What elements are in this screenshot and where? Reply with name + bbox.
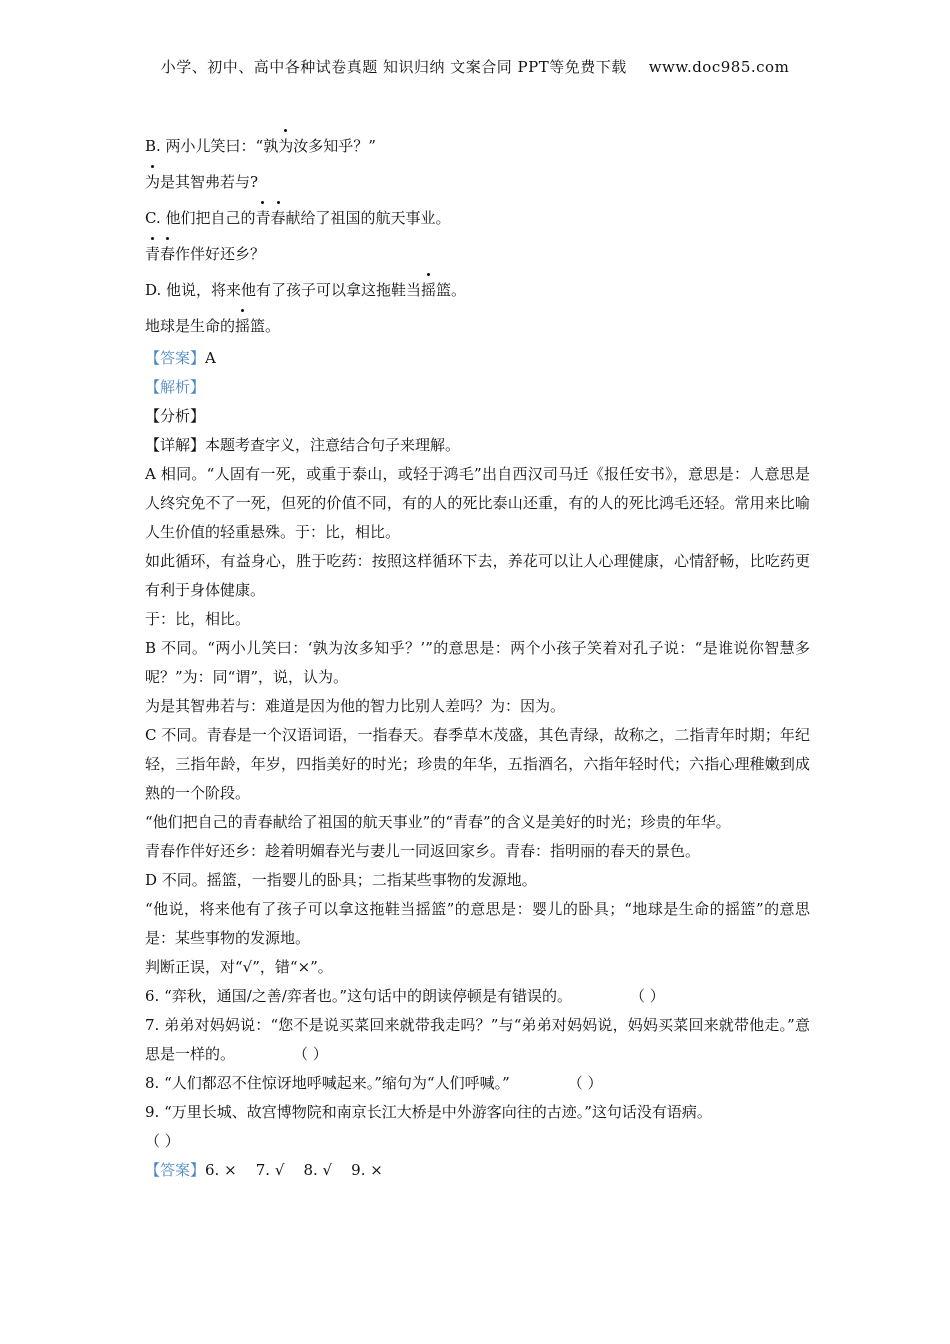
option-d-line2: 地球是生命的摇篮。	[145, 308, 810, 344]
answer-blank: （ ）	[630, 987, 665, 1005]
question-7: 7. 弟弟对妈妈说：“您不是说买菜回来就带我走吗？”与“弟弟对妈妈说，妈妈买菜回来就带他走。”意思是一样的。 （ ）	[145, 1011, 810, 1069]
detail-text: 本题考查字义，注意结合句子来理解。	[205, 436, 461, 454]
explain-paragraph: D 不同。摇篮，一指婴儿的卧具；二指某些事物的发源地。	[145, 871, 537, 889]
fenxi-label: 【分析】	[145, 407, 206, 425]
question-9: 9. “万里长城、故宫博物院和南京长江大桥是中外游客向往的古迹。”这句话没有语病。 （ ）	[145, 1103, 712, 1150]
document-body	[145, 128, 810, 1185]
option-c-line1: C. 他们把自己的青春献给了祖国的航天事业。	[145, 200, 810, 236]
answer-line-2	[145, 1156, 810, 1185]
emphasis-char: 春	[271, 200, 286, 236]
option-d-line1: D. 他说，将来他有了孩子可以拿这拖鞋当摇篮。	[145, 272, 810, 308]
header-url: www.doc985.com	[648, 58, 790, 76]
answer-value: A	[205, 349, 216, 367]
explain-paragraph: C 不同。青春是一个汉语词语，一指春天。春季草木茂盛，其色青绿，故称之，二指青年时期；年纪轻，三指年龄，年岁，四指美好的时光；珍贵的年华，五指酒名，六指年轻时代；六指心理稚嫩到成熟的一个阶段。	[145, 726, 810, 802]
emphasis-char: 青	[255, 200, 270, 236]
emphasis-char: 摇	[235, 308, 250, 344]
detail-line	[145, 431, 810, 460]
explain-paragraph: B 不同。“两小儿笑曰：‘孰为汝多知乎？’”的意思是：两个小孩子笑着对孔子说：“是谁说你智慧多呢？”为：同“谓”，说，认为。	[145, 639, 810, 686]
explain-paragraph: 如此循环，有益身心，胜于吃药：按照这样循环下去，养花可以让人心理健康，心情舒畅，比吃药更有利于身体健康。	[145, 552, 810, 599]
option-b-line1: B. 两小儿笑曰：“孰为汝多知乎？”	[145, 128, 810, 164]
option-c-line2: 青春作伴好还乡？	[145, 236, 810, 272]
explain-paragraph: 判断正误，对“√”，错“×”。	[145, 958, 333, 976]
option-b-line2: 为是其智弗若与?	[145, 164, 810, 200]
emphasis-char: 为	[278, 128, 293, 164]
explain-paragraph: “他们把自己的青春献给了祖国的航天事业”的“青春”的含义是美好的时光；珍贵的年华。	[145, 813, 731, 831]
answer-blank: （ ）	[293, 1045, 328, 1063]
emphasis-char: 春	[160, 236, 175, 272]
explain-paragraph: 为是其智弗若与：难道是因为他的智力比别人差吗？为：因为。	[145, 697, 566, 715]
answer-blank: （ ）	[567, 1074, 603, 1092]
answer-value: 6. × 7. √ 8. √ 9. ×	[205, 1161, 383, 1179]
question-8: 8. “人们都忍不住惊讶地呼喊起来。”缩句为“人们呼喊。” （ ）	[145, 1069, 810, 1098]
emphasis-char: 摇	[421, 272, 436, 308]
answer-line	[145, 344, 810, 373]
emphasis-char: 为	[145, 164, 160, 200]
analysis-label: 【解析】	[145, 378, 206, 396]
page-header	[0, 56, 950, 77]
answer-blank: （ ）	[145, 1132, 180, 1150]
header-text: 小学、初中、高中各种试卷真题 知识归纳 文案合同 PPT等免费下载	[160, 58, 627, 76]
explain-paragraph: 于：比，相比。	[145, 610, 251, 628]
explain-paragraph: “他说，将来他有了孩子可以拿这拖鞋当摇篮”的意思是：婴儿的卧具；“地球是生命的摇篮”的意思是：某些事物的发源地。	[145, 900, 810, 947]
detail-label: 【详解】	[145, 436, 206, 454]
question-6: 6. “弈秋，通国/之善/弈者也。”这句话中的朗读停顿是有错误的。 （ ）	[145, 982, 810, 1011]
answer-label: 【答案】	[145, 349, 206, 367]
emphasis-char: 青	[145, 236, 160, 272]
explain-paragraph: A 相同。“人固有一死，或重于泰山，或轻于鸿毛”出自西汉司马迁《报任安书》，意思是：人意思是人终究免不了一死，但死的价值不同，有的人的死比泰山还重，有的人的死比鸿毛还轻。常用来比喻人生价值的轻重悬殊。于：比，相比。	[145, 465, 810, 541]
answer-label: 【答案】	[145, 1161, 206, 1179]
explain-paragraph: 青春作伴好还乡：趁着明媚春光与妻儿一同返回家乡。青春：指明丽的春天的景色。	[145, 842, 701, 860]
